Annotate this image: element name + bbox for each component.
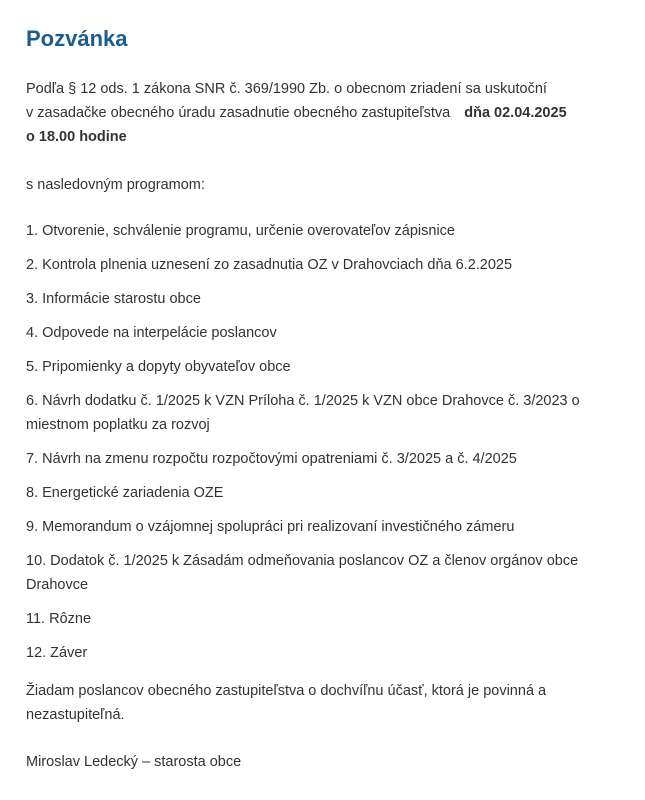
agenda-item: 6. Návrh dodatku č. 1/2025 k VZN Príloha č. 1/2025 k VZN obce Drahovce č. 3/2023 o miestnom poplatku za rozvoj (26, 393, 580, 433)
agenda-item: 5. Pripomienky a dopyty obyvateľov obce (26, 359, 291, 375)
meeting-date: dňa 02.04.2025 (464, 105, 567, 121)
agenda-item: 9. Memorandum o vzájomnej spolupráci pri realizovaní investičného zámeru (26, 519, 515, 535)
signature: Miroslav Ledecký – starosta obce (26, 754, 242, 770)
program-label: s nasledovným programom: (26, 177, 205, 193)
agenda-item: 1. Otvorenie, schválenie programu, určenie overovateľov zápisnice (26, 223, 455, 239)
agenda-item: 7. Návrh na zmenu rozpočtu rozpočtovými opatreniami č. 3/2025 a č. 4/2025 (26, 451, 517, 467)
agenda-item: 8. Energetické zariadenia OZE (26, 485, 224, 501)
intro-line-2: v zasadačke obecného úradu zasadnutie obecného zastupiteľstva (26, 105, 451, 121)
agenda-item: 4. Odpovede na interpelácie poslancov (26, 325, 277, 341)
agenda-item: 2. Kontrola plnenia uznesení zo zasadnutia OZ v Drahovciach dňa 6.2.2025 (26, 257, 513, 273)
agenda-item: 12. Záver (26, 645, 88, 661)
agenda-item: 10. Dodatok č. 1/2025 k Zásadám odmeňovania poslancov OZ a členov orgánov obce Drahovce (26, 553, 579, 593)
closing-paragraph: Žiadam poslancov obecného zastupiteľstva o dochvíľnu účasť, ktorá je povinná a nezastupiteľná. (26, 683, 547, 723)
meeting-time: o 18.00 hodine (26, 129, 127, 145)
agenda-item: 3. Informácie starostu obce (26, 291, 201, 307)
agenda-item: 11. Rôzne (26, 611, 92, 627)
intro-paragraph (26, 77, 625, 149)
intro-line-1: Podľa § 12 ods. 1 zákona SNR č. 369/1990 Zb. o obecnom zriadení sa uskutoční (26, 81, 547, 97)
agenda-list (26, 219, 625, 665)
page-title: Pozvánka (26, 26, 128, 51)
